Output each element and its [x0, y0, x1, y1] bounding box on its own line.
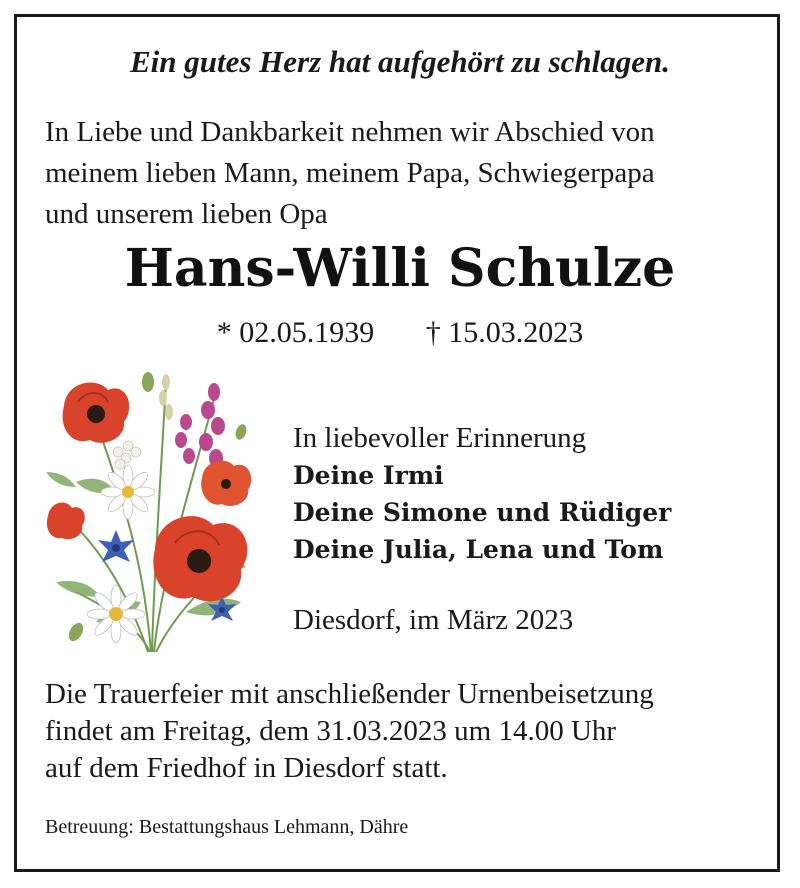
remembrance-block: [293, 420, 773, 568]
funeral-line: findet am Freitag, dem 31.03.2023 um 14.00 Uhr: [45, 715, 617, 747]
remembrance-heading: In liebevoller Erinnerung: [293, 422, 587, 454]
intro-line: meinem lieben Mann, meinem Papa, Schwiegerpapa: [45, 157, 655, 189]
funeral-line: auf dem Friedhof in Diesdorf statt.: [45, 752, 448, 784]
birth-date: * 02.05.1939: [216, 316, 375, 349]
mourner-line: Deine Irmi: [293, 461, 444, 490]
deceased-name: Hans-Willi Schulze: [124, 238, 676, 299]
funeral-info: [45, 676, 770, 787]
place-date: Diesdorf, im März 2023: [293, 604, 574, 636]
intro-line: und unserem lieben Opa: [45, 198, 328, 230]
funeral-home-credit: Betreuung: Bestattungshaus Lehmann, Dähre: [45, 816, 409, 838]
mourner-line: Deine Simone und Rüdiger: [293, 498, 672, 527]
funeral-line: Die Trauerfeier mit anschließender Urnenbeisetzung: [45, 678, 654, 710]
intro-line: In Liebe und Dankbarkeit nehmen wir Abschied von: [45, 116, 655, 148]
intro-text: [45, 112, 765, 235]
mourner-line: Deine Julia, Lena und Tom: [293, 535, 664, 564]
death-date: † 15.03.2023: [425, 316, 584, 349]
life-dates: [0, 316, 800, 350]
wildflower-bouquet-illustration: [36, 352, 266, 664]
motto: Ein gutes Herz hat aufgehört zu schlagen.: [129, 44, 671, 79]
